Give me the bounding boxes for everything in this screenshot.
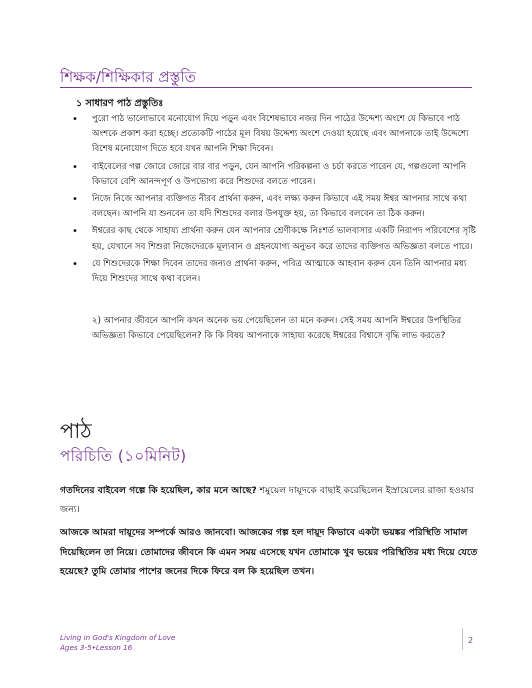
list-item: • বাইবেলের গল্প জোরে জোরে বার বার পড়ুন, যেন আপনি পরিকল্পনা ও চর্চা করতে পারেন যে, গল্পগুলো আপনি কিভাবে বেশি আনন্দপূর্ণ ও উপভোগ্য করে শিশুদের বলতে পারেন। bbox=[72, 161, 467, 187]
intro-paragraph-2: আজকে আমরা দায়ূদের সম্পর্কে আরও জানবো। আজকের গল্প হল দায়ূদ কিভাবে একটা ভয়ঙ্কর পরিস্থিতি সামাল দিয়েছিলেন তা নিয়ে। তোমাদের জীবনে কি এমন সময় এসেছে যখন তোমাকে খুব ভয়ের পরিস্থিতির মধ্য দিয়ে যেতে হয়েছে? তুমি তোমার পাশের জনের দিকে ফিরে বল কি হয়েছিল তখন। bbox=[60, 527, 478, 577]
lesson-heading: পাঠ bbox=[60, 419, 92, 443]
introduction-heading: পরিচিতি (১০মিনিট) bbox=[60, 447, 187, 465]
reflection-question bbox=[92, 314, 482, 346]
footer-divider bbox=[462, 628, 463, 650]
intro-question: গতদিনের বাইবেল গল্পে কি হয়েছিল, কার মনে আছে? bbox=[60, 485, 257, 496]
list-item: • যে শিশুদেরকে শিক্ষা দিবেন তাদের জন্যও প্রার্থনা করুন, পবিত্র আত্মাকে আহবান করুন যেন তিনি আপনার মধ্য দিয়ে শিশুদের সাথে কথা বলেন। bbox=[72, 258, 467, 285]
bullet-icon: • bbox=[72, 114, 78, 125]
general-prep-label: ১ সাধারণ পাঠ প্রস্তুতিঃ bbox=[76, 98, 164, 109]
bullet-icon: • bbox=[72, 161, 78, 173]
list-item: • পুরো পাঠ ভালোভাবে মনোযোগ দিয়ে পড়ুন এবং বিশেষভাবে নজর দিন পাঠের উদ্দেশ্য অংশে যে কিভাবে পাঠ অংশকে প্রকাশ করা হচ্ছে। প্রত্যেকটি পাঠের মূল বিষয় উদ্দেশ্য অংশে দেওয়া হয়েছে এবং আপনাকে তাই উদ্দেশ্যে বিশেষ মনোযোগ দিতে হবে যখন আপনি শিক্ষা দিবেন। bbox=[72, 114, 469, 155]
bullet-icon: • bbox=[72, 226, 78, 238]
intro-paragraph-1 bbox=[60, 481, 480, 519]
intro-answer: শমুয়েল দায়ূদকে বাছাই করেছিলেন ইস্রায়েলের রাজা হওয়ার জন্য। bbox=[60, 485, 474, 515]
question-2: ২) আপনার জীবনে আপনি কখন অনেক ভয় পেয়েছিলেন তা মনে করুন। সেই সময় আপনি ঈশ্বরের উপস্থিতির অভিজ্ঞতা কিভাবে পেয়েছিলেন? কি কি বিষয় আপনাকে সাহায্য করেছে ঈশ্বরের বিশ্বাসে বৃদ্ধি লাভ করতে? bbox=[92, 316, 462, 342]
footer-title bbox=[60, 633, 175, 653]
page-number: 2 bbox=[468, 636, 474, 645]
bullet-icon: • bbox=[72, 258, 78, 270]
footer-series: Living in God's Kingdom of Love bbox=[60, 633, 176, 642]
footer-lesson: Ages 3-5•Lesson 16 bbox=[60, 643, 133, 652]
prep-bullet-list bbox=[68, 112, 478, 289]
bullet-icon: • bbox=[72, 194, 78, 206]
list-item: • নিজে নিজে আপনার ব্যক্তিগত নীরব প্রার্থনা করুন, এবং লক্ষ্য করুন কিভাবে এই সময় ঈশ্বর আপনার সাথে কথা বলছেন। আপনি যা শুনবেন তা যদি শিশুদের বলার উপযুক্ত হয়, তা কিভাবে বলবেন তা ঠিক করুন। bbox=[72, 194, 467, 220]
heading-underline bbox=[60, 87, 472, 88]
teacher-prep-heading: শিক্ষক/শিক্ষিকার প্রস্তুতি bbox=[60, 68, 196, 86]
list-item: • ঈশ্বরের কাছ থেকে সাহায্য প্রার্থনা করুন যেন আপনার শ্রেণীকক্ষে নিঃশর্ত ভালবাসার একটি নিরাপদ পরিবেশের সৃষ্টি হয়, যেখানে সব শিশুরা নিজেদেরকে মূল্যবান ও গ্রহনযোগ্য অনুভব করে তাদের ব্যক্তিগত অভিজ্ঞতা বলতে পারে। bbox=[72, 226, 476, 252]
